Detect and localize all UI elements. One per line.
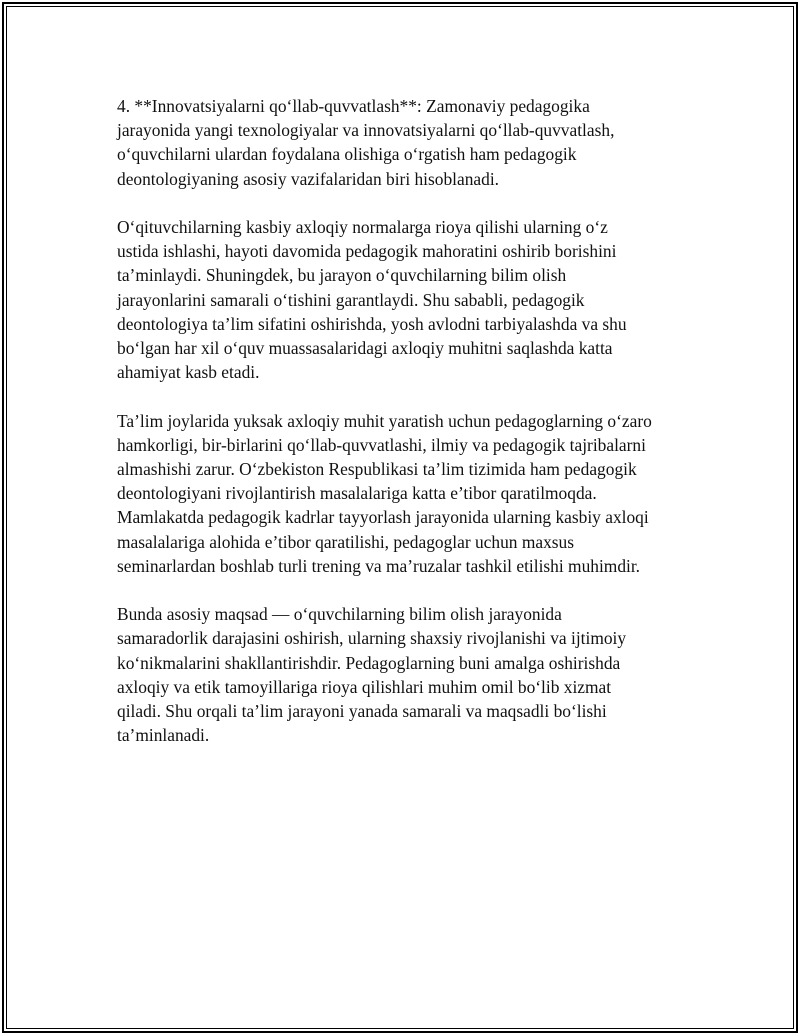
text-line: ta’minlanadi. <box>117 725 210 746</box>
text-line: almashishi zarur. O‘zbekiston Respublikasi ta’lim tizimida ham pedagogik <box>117 459 637 480</box>
text-line: deontologiya ta’lim sifatini oshirishda, yosh avlodni tarbiyalashda va shu <box>117 313 627 334</box>
text-line: 4. **Innovatsiyalarni qo‘llab-quvvatlash**: Zamonaviy pedagogika <box>117 96 590 116</box>
paragraph-main-goal <box>117 602 707 747</box>
text-line: axloqiy va etik tamoyillariga rioya qilishlari muhim omil bo‘lib xizmat <box>117 676 612 697</box>
text-line: bo‘lgan har xil o‘quv muassasalaridagi axloqiy muhitni saqlashda katta <box>117 338 613 359</box>
text-line: hamkorligi, bir-birlarini qo‘llab-quvvatlashi, ilmiy va pedagogik tajribalarni <box>117 434 646 455</box>
text-line: o‘quvchilarni ulardan foydalana olishiga o‘rgatish ham pedagogik <box>117 144 577 165</box>
text-line: ko‘nikmalarini shakllantirishdir. Pedagoglarning buni amalga oshirishda <box>117 652 621 673</box>
paragraph-innovations <box>117 94 707 191</box>
text-line: qiladi. Shu orqali ta’lim jarayoni yanada samarali va maqsadli bo‘lishi <box>117 701 607 722</box>
text-line: samaradorlik darajasini oshirish, ularning shaxsiy rivojlanishi va ijtimoiy <box>117 628 627 649</box>
text-line: Ta’lim joylarida yuksak axloqiy muhit yaratish uchun pedagoglarning o‘zaro <box>117 410 652 431</box>
text-line: jarayonida yangi texnologiyalar va innovatsiyalarni qo‘llab-quvvatlash, <box>117 120 615 141</box>
paragraph-moral-environment <box>117 409 707 578</box>
text-line: ahamiyat kasb etadi. <box>117 362 260 383</box>
text-line: ta’minlaydi. Shuningdek, bu jarayon o‘quvchilarning bilim olish <box>117 265 567 286</box>
text-line: ustida ishlashi, hayoti davomida pedagogik mahoratini oshirib borishini <box>117 241 617 262</box>
text-line: O‘qituvchilarning kasbiy axloqiy normalarga rioya qilishi ularning o‘z <box>117 217 608 237</box>
text-line: Bunda asosiy maqsad — o‘quvchilarning bilim olish jarayonida <box>117 604 562 625</box>
text-line: masalalariga alohida e’tibor qaratilishi, pedagoglar uchun maxsus <box>117 531 575 552</box>
text-line: jarayonlarini samarali o‘tishini garantlaydi. Shu sababli, pedagogik <box>117 289 585 310</box>
text-line: Mamlakatda pedagogik kadrlar tayyorlash jarayonida ularning kasbiy axloqi <box>117 507 649 528</box>
text-line: deontologiyani rivojlantirish masalalariga katta e’tibor qaratilmoqda. <box>117 483 597 504</box>
text-line: seminarlardan boshlab turli trening va ma’ruzalar tashkil etilishi muhimdir. <box>117 555 641 576</box>
document-body <box>117 94 707 772</box>
text-line: deontologiyaning asosiy vazifalaridan biri hisoblanadi. <box>117 168 500 189</box>
paragraph-teacher-ethics <box>117 215 707 384</box>
